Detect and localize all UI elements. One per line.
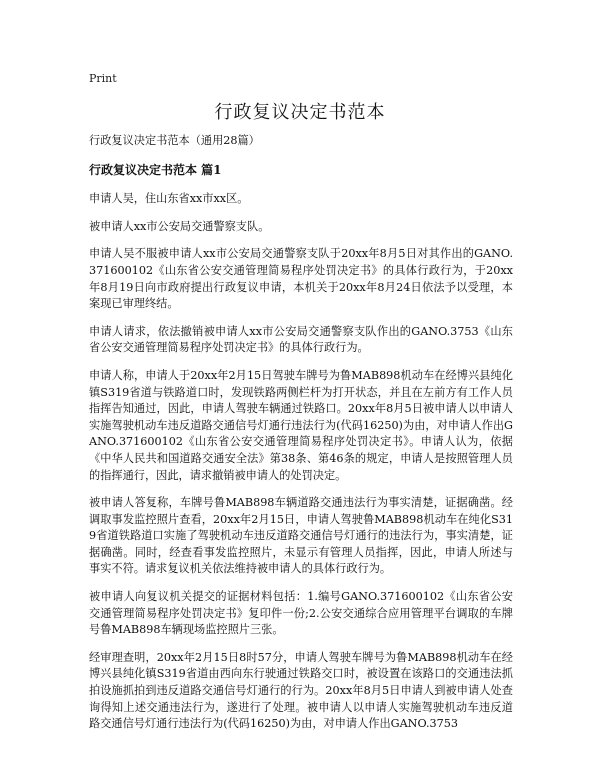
paragraph-request: 申请人请求，依法撤销被申请人xx市公安局交通警察支队作出的GANO.3753《山东省公安交通管理简易程序处罚决定书》的具体行政行为。 — [89, 324, 513, 355]
document-body — [89, 133, 513, 744]
paragraph-findings: 经审理查明，20xx年2月15日8时57分，申请人驾驶车牌号为鲁MAB898机动车在经博兴县纯化镇S319省道由西向东行驶通过铁路交口时，被设置在该路口的交通违法抓拍设施抓拍到违反道路交通信号灯通行的行为。20xx年8月5日申请人到被申请人处查询得知上述交通违法行为，遂进行了处理。被申请人以申请人实施驾驶机动车违反道路交通信号灯通行违法行为(代码16250)为由，对申请人作出GANO.3753 — [89, 650, 513, 731]
document-subtitle: 行政复议决定书范本（通用28篇） — [89, 134, 260, 147]
paragraph-applicant-statement: 申请人称，申请人于20xx年2月15日驾驶车牌号为鲁MAB898机动车在经博兴县纯化镇S319省道与铁路道口时，发现铁路两侧栏杆为打开状态，并且在左前方有工作人员指挥告知通过，因此，申请人驾驶车辆通过铁路口。20xx年8月5日被申请人以申请人实施驾驶机动车违反道路交通信号灯通行违法行为(代码16250)为由，对申请人作出GANO.371600102《山东省公安交通管理简易程序处罚决定书》。申请人认为，依据《中华人民共和国道路交通安全法》第38条、第46条的规定，申请人是按照管理人员的指挥通行，因此，请求撤销被申请人的处罚决定。 — [89, 368, 513, 482]
section-heading: 行政复议决定书范本 篇1 — [89, 162, 222, 177]
paragraph-case-summary: 申请人吴不服被申请人xx市公安局交通警察支队于20xx年8月5日对其作出的GANO.371600102《山东省公安交通管理简易程序处罚决定书》的具体行政行为，于20xx年8月19日向市政府提出行政复议申请，本机关于20xx年8月24日依法予以受理，本案现已审理终结。 — [89, 247, 513, 311]
paragraph-respondent: 被申请人xx市公安局交通警察支队。 — [89, 219, 270, 233]
print-label[interactable]: Print — [89, 72, 117, 85]
page-title: 行政复议决定书范本 — [214, 102, 386, 123]
paragraph-applicant: 申请人吴，住山东省xx市xx区。 — [89, 192, 249, 206]
paragraph-respondent-reply: 被申请人答复称，车牌号鲁MAB898车辆道路交通违法行为事实清楚，证据确凿。经调取事发监控照片查看，20xx年2月15日，申请人驾驶鲁MAB898机动车在纯化S319省道铁路道口实施了驾驶机动车违反道路交通信号灯通行的违法行为，事实清楚，证据确凿。同时，经查看事发监控照片，未显示有管理人员指挥，因此，申请人所述与事实不符。请求复议机关依法维持被申请人的具体行政行为。 — [89, 496, 513, 576]
paragraph-evidence: 被申请人向复议机关提交的证据材料包括：1.编号GANO.371600102《山东省公安交通管理简易程序处罚决定书》复印件一份;2.公安交通综合应用管理平台调取的车牌号鲁MAB898车辆现场监控照片三张。 — [89, 590, 513, 637]
